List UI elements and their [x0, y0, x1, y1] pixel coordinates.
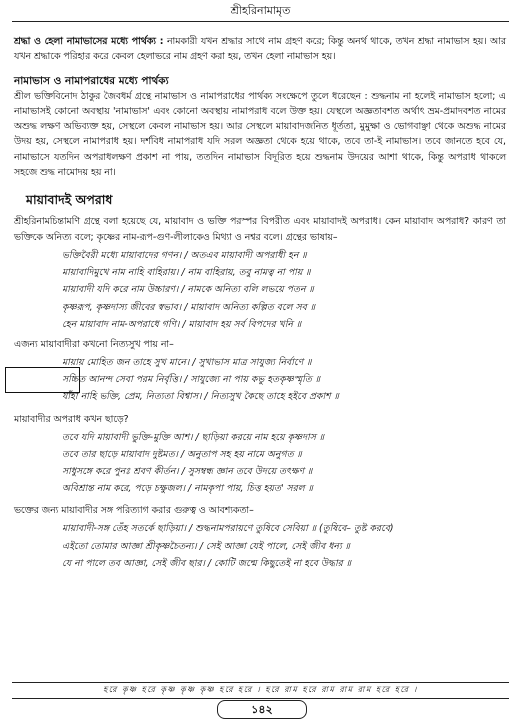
verse-line: মায়ায় মোহিত জন তাহে সুখ মানে। / সুখাভাস মাত্র সাযুজ্য নির্বাণে ॥: [62, 356, 312, 368]
section-body: নামকারী যখন শ্রদ্ধার সাথে নাম গ্রহণ করে; কিন্তু অনর্থ থাকে, তখন শ্রদ্ধা নামাভাস হয়। আর যখন শ্রদ্ধাকে পরিহার করে কেবল হেলাভরে নাম গ্রহণ করা হয়, তখন হেলা নামাভাস হয়।: [14, 36, 506, 63]
verse-block: [62, 247, 506, 333]
verse-line: মায়াবাদিমুখে নাম নাহি বাহিরায়। / নাম বাহিরায়, তবু নামত্ব না পায় ॥: [62, 267, 311, 279]
verse-line: এইতো তোমার আজ্ঞা শ্রীকৃষ্ণচৈতন্য। / সেই আজ্ঞা যেই পালে, সেই জীব ধন্য ॥: [62, 540, 350, 552]
verse-line: ভক্তিবৈরী মধ্যে মায়াবাদের গণন। / অতএব মায়াবাদী অপরাধী হন ॥: [62, 249, 307, 261]
verse-line: মায়াবাদী-সঙ্গ তেঁহ সতর্কে ছাড়িয়া। / শুদ্ধনামপরায়ণে তুষিবে সেবিয়া ॥ (তুষিবে– তুষ্ট করবে): [62, 523, 394, 535]
verse-line: কৃষ্ণরূপ, কৃষ্ণদাস্য জীবের স্বভাব। / মায়াবাদ অনিত্য কল্পিত বলে সব ॥: [62, 301, 315, 313]
verse-line: যাঁহা নাহি ভক্তি, প্রেম, নিত্যতা বিশ্বাস। / নিত্যসুখ কৈছে তাহে হইবে প্রকাশ ॥: [62, 391, 339, 403]
verse-intro: এজন্য মায়াবাদীরা কখনো নিত্যসুখ পায় না–: [14, 338, 174, 350]
footer-mantra: হরে কৃষ্ণ হরে কৃষ্ণ কৃষ্ণ কৃষ্ণ হরে হরে । হরে রাম হরে রাম রাম রাম হরে হরে ।: [12, 682, 509, 699]
verse-block: [62, 520, 506, 572]
verse-block: [62, 429, 506, 498]
verse-line: তবে তার ছাড়ে মায়াবাদ দুষ্টমত। / অনুতাপ সহ হয় নামে অনুগত ॥: [62, 448, 302, 460]
section-lead: শ্রদ্ধা ও হেলা নামাভাসের মধ্যে পার্থক্য :: [14, 36, 164, 47]
verse-line: অবিশ্রান্ত নাম করে, পড়ে চক্ষুজল। / নামকৃপা পায়, চিত্ত হয়ত' সরল ॥: [62, 483, 313, 495]
verse-intro: মায়াবাদীর অপরাধ কখন ছাড়ে?: [14, 413, 129, 425]
page-number: ১৪২: [217, 700, 307, 719]
verse-line: হেন মায়াবাদ নাম-অপরাধে গণি। / মায়াবাদ হয় সর্ব বিপদের খনি ॥: [62, 318, 302, 330]
verse-block: [62, 354, 506, 406]
verse-line: যে না পালে তব আজ্ঞা, সেই জীব ছার। / কোটি জন্মে কিছুতেই না হবে উদ্ধার ॥: [62, 557, 352, 569]
section-heading: মায়াবাদই অপরাধ: [26, 192, 113, 208]
verse-line: তবে যদি মায়াবাদী ভুক্তি-মুক্তি আশ। / ছাড়িয়া করয়ে নাম হয়ে কৃষ্ণদাস ॥: [62, 431, 325, 443]
page-content: [14, 34, 506, 575]
verse-intro: ভক্তের জন্য মায়াবাদীর সঙ্গ পরিত্যাগ করার গুরুত্ব ও আবশ্যকতা–: [14, 505, 254, 517]
running-header: শ্রীহরিনামামৃত: [12, 3, 509, 22]
highlight-box-annotation: [5, 367, 80, 393]
section-heading: নামাভাস ও নামাপরাধের মধ্যে পার্থক্য: [14, 74, 169, 87]
verse-line: মায়াবাদী যদি করে নাম উচ্চারণ। / নামকে অনিত্য বলি লভয়ে পতন ॥: [62, 284, 314, 296]
verse-line: সাধুসঙ্গে করে পুনঃ শ্রবণ কীর্তন। / সুসম্বন্ধ জ্ঞান তবে উদয়ে তৎক্ষণ ॥: [62, 466, 313, 477]
section-shraddha-hela: [14, 34, 506, 65]
section-body: শ্রীহরিনামচিন্তামণি গ্রন্থে বলা হয়েছে যে, মায়াবাদ ও ভক্তি পরস্পর বিপরীত এবং মায়াবাদই অপরাধ। কেন মায়াবাদ অপরাধ? কারণ তা ভক্তিকে অনিত্য বলে; কৃষ্ণের নাম-রূপ-গুণ-লীলাকেও মিথ্যা ও নশ্বর বলে। গ্রন্থের ভাষায়–: [14, 216, 506, 243]
verse-line: সচ্চিত আনন্দ সেবা পরম নির্বৃত্তি। / সাযুজ্যে না পায় কভু হতকৃষ্ণস্মৃতি ॥: [62, 374, 320, 386]
section-body: শ্রীল ভক্তিবিনোদ ঠাকুর জৈবধর্ম গ্রন্থে নামাভাস ও নামাপরাধের পার্থক্য সংক্ষেপে তুলে ধরেছেন : শুদ্ধনাম না হলেই নামাভাস হলো; এ নামাভাসই কোনো অবস্থায় 'নামাভাস' এবং কোনো অবস্থায় নামাপরাধ বলে উক্ত হয়। যেস্থলে অজ্ঞতাবশত অর্থাৎ ভ্রম-প্রমাদবশত নামের অশুদ্ধ লক্ষণ অভিব্যক্ত হয়, সেস্থলে কেবল নামাভাস হয়। আর সেস্থলে মায়াবাদজনিত ধূর্ততা, মুমুক্ষা ও ভোগবাঞ্ছা থেকে অশুদ্ধ নামের উদয় হয়, সেস্থলে নামাপরাধ হয়। দর্শবিধ নামাপরাধ যদি সরল অজ্ঞতা থেকে হয়ে থাকে, তবে তা-ই নামাভাস। তবে জানতে হবে যে, নামাভাসে যতদিন অপরাধলক্ষণ প্রকাশ না পায়, ততদিন নামাভাস বিদূরিত হয়ে শুদ্ধনাম উদয়ের আশা থাকে, কিন্তু অপরাধ থাকলে সহজে শুদ্ধ নামোদয় হয় না।: [14, 90, 506, 179]
